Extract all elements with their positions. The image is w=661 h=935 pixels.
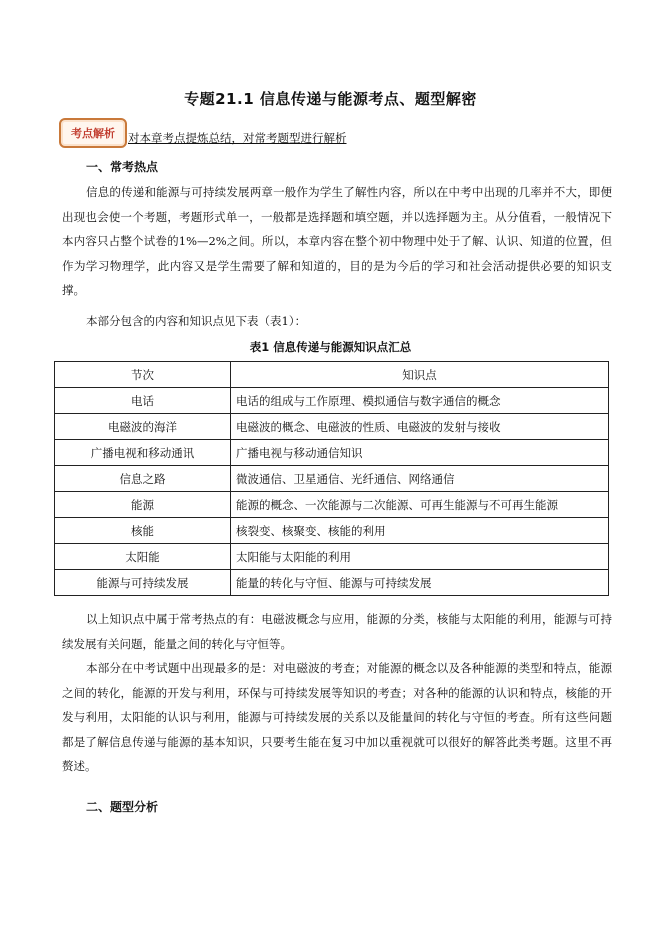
exam-focus-paragraph: 本部分在中考试题中出现最多的是：对电磁波的考查；对能源的概念以及各种能源的类型和特点，能源之间的转化，能源的开发与利用，环保与可持续发展等知识的考查；对各种的能源的认识和特点，核能的开发与利用，太阳能的认识与利用，能源与可持续发展的关系以及能量间的转化与守恒的考查。所有这些问题都是了解信息传递与能源的基本知识，只要考生能在复习中加以重视就可以很好的解答此类考题。这里不再赘述。 bbox=[62, 661, 612, 773]
table-header-row bbox=[55, 362, 609, 388]
table-cell-knowledge: 太阳能与太阳能的利用 bbox=[231, 544, 609, 570]
table-row bbox=[55, 440, 609, 466]
page-title: 专题21.1 信息传递与能源考点、题型解密 bbox=[184, 90, 477, 108]
table-cell-section: 电话 bbox=[55, 388, 231, 414]
section-heading-question-types: 二、题型分析 bbox=[86, 800, 159, 814]
table-cell-section: 广播电视和移动通讯 bbox=[55, 440, 231, 466]
table-cell-knowledge: 广播电视与移动通信知识 bbox=[231, 440, 609, 466]
table-cell-knowledge: 电话的组成与工作原理、模拟通信与数字通信的概念 bbox=[231, 388, 609, 414]
hotspot-summary-paragraph: 以上知识点中属于常考热点的有：电磁波概念与应用，能源的分类，核能与太阳能的利用，能源与可持续发展有关问题，能量之间的转化与守恒等。 bbox=[62, 612, 612, 651]
table-caption: 表1 信息传递与能源知识点汇总 bbox=[249, 340, 412, 354]
table-cell-knowledge: 电磁波的概念、电磁波的性质、电磁波的发射与接收 bbox=[231, 414, 609, 440]
table-cell-section: 太阳能 bbox=[55, 544, 231, 570]
knowledge-table bbox=[54, 361, 609, 596]
table-intro-paragraph: 本部分包含的内容和知识点见下表（表1）： bbox=[86, 314, 307, 328]
table-cell-section: 能源 bbox=[55, 492, 231, 518]
table-row bbox=[55, 492, 609, 518]
intro-paragraph: 信息的传递和能源与可持续发展两章一般作为学生了解性内容，所以在中考中出现的几率并不大，即便出现也会使一个考题，考题形式单一，一般都是选择题和填空题，并以选择题为主。从分值看，一般情况下本内容只占整个试卷的1%—2%之间。所以，本章内容在整个初中物理中处于了解、认识、知道的位置，但作为学习物理学，此内容又是学生需要了解和知道的，目的是为今后的学习和社会活动提供必要的知识支撑。 bbox=[62, 185, 612, 297]
table-row bbox=[55, 466, 609, 492]
section-heading-hotspots: 一、常考热点 bbox=[86, 160, 159, 174]
table-row bbox=[55, 518, 609, 544]
table-cell-section: 能源与可持续发展 bbox=[55, 570, 231, 596]
table-cell-section: 信息之路 bbox=[55, 466, 231, 492]
table-header-cell: 节次 bbox=[55, 362, 231, 388]
table-cell-knowledge: 微波通信、卫星通信、光纤通信、网络通信 bbox=[231, 466, 609, 492]
badge-description: 对本章考点提炼总结，对常考题型进行解析 bbox=[128, 131, 347, 145]
table-cell-knowledge: 能量的转化与守恒、能源与可持续发展 bbox=[231, 570, 609, 596]
table-cell-knowledge: 核裂变、核聚变、核能的利用 bbox=[231, 518, 609, 544]
table-row bbox=[55, 570, 609, 596]
table-row bbox=[55, 388, 609, 414]
section-badge: 考点解析 bbox=[59, 118, 127, 148]
table-cell-knowledge: 能源的概念、一次能源与二次能源、可再生能源与不可再生能源 bbox=[231, 492, 609, 518]
table-cell-section: 电磁波的海洋 bbox=[55, 414, 231, 440]
table-row bbox=[55, 414, 609, 440]
table-row bbox=[55, 544, 609, 570]
table-header-cell: 知识点 bbox=[231, 362, 609, 388]
table-cell-section: 核能 bbox=[55, 518, 231, 544]
